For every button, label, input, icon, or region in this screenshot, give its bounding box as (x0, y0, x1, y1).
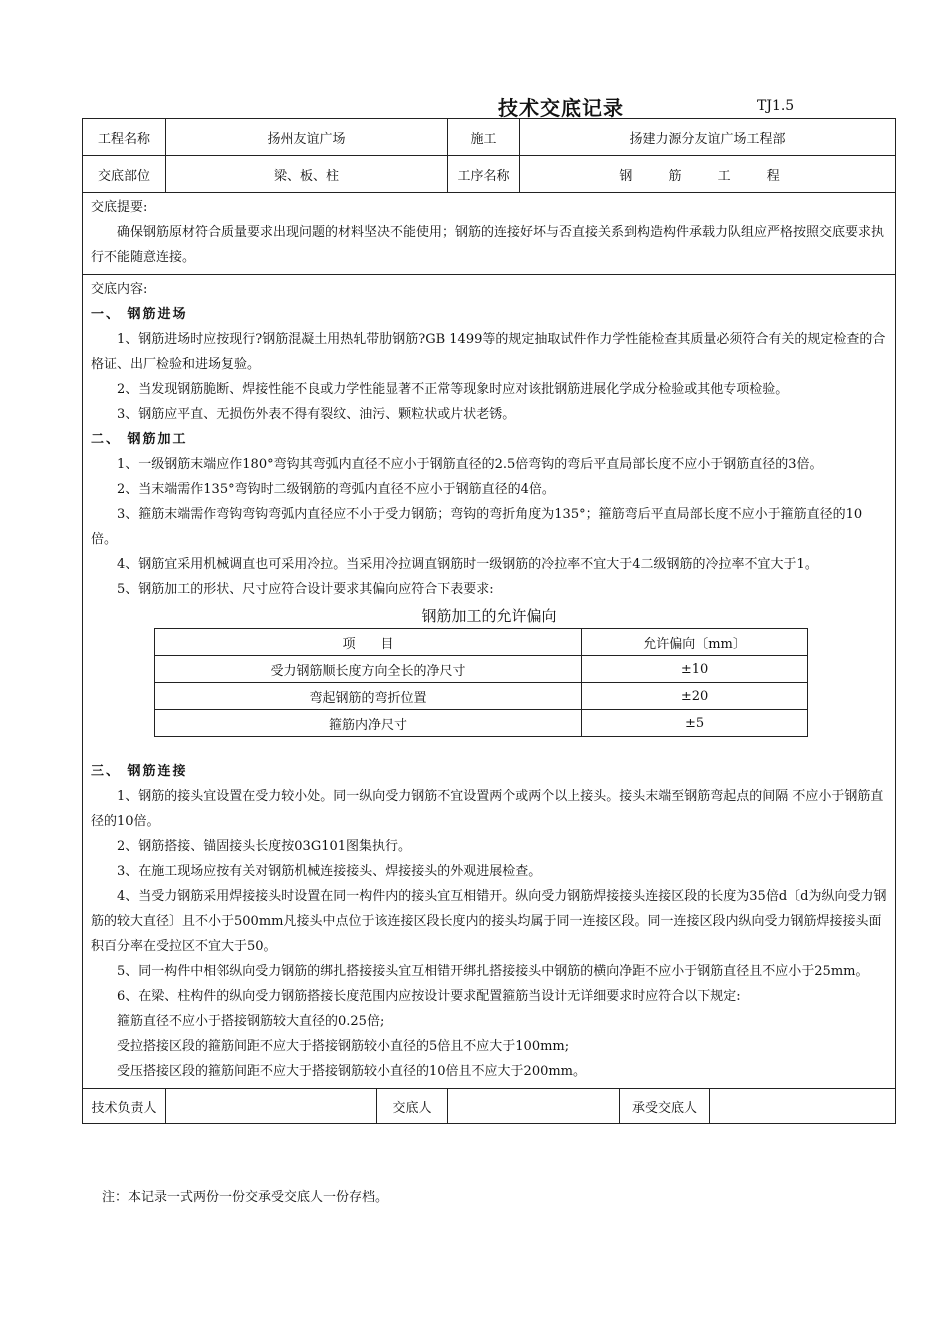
sub-item: 箍筋直径不应小于搭接钢筋较大直径的0.25倍; (117, 1014, 385, 1029)
list-item: 2、钢筋搭接、锚固接头长度按03G101图集执行。 (117, 839, 412, 854)
list-item: 5、钢筋加工的形状、尺寸应符合设计要求其偏向应符合下表要求: (117, 582, 494, 597)
list-item: 1、钢筋的接头宜设置在受力较小处。同一纵向受力钢筋不宜设置两个或两个以上接头。接头末端至钢筋弯起点的间隔 不应小于钢筋直径的10倍。 (91, 789, 884, 829)
table-cell: ±5 (582, 710, 808, 737)
list-item: 2、当发现钢筋脆断、焊接性能不良或力学性能显著不正常等现象时应对该批钢筋进展化学成分检验或其他专项检验。 (117, 382, 789, 397)
list-item: 3、钢筋应平直、无损伤外表不得有裂纹、油污、颗粒状或片状老锈。 (117, 407, 516, 422)
sub-item: 受压搭接区段的箍筋间距不应大于搭接钢筋较小直径的10倍且不应大于200mm。 (117, 1064, 587, 1079)
discloser-field[interactable] (448, 1089, 620, 1124)
content-section (83, 275, 896, 1089)
list-item: 1、钢筋进场时应按现行?钢筋混凝土用热轧带肋钢筋?GB 1499等的规定抽取试件作力学性能检查其质量必须符合有关的规定检查的合格证、出厂检验和进场复验。 (91, 332, 886, 372)
footer-note: 注：本记录一式两份一份交承受交底人一份存档。 (102, 1190, 389, 1205)
project-name-value: 扬州友谊广场 (166, 119, 448, 156)
table-header-deviation: 允许偏向〔mm〕 (582, 629, 808, 656)
tolerance-table (154, 628, 808, 737)
list-item: 4、钢筋宜采用机械调直也可采用冷拉。当采用冷拉调直钢筋时一级钢筋的冷拉率不宜大于4二级钢筋的冷拉率不宜大于1。 (117, 557, 818, 572)
section-heading-processing: 二、 钢筋加工 (91, 432, 188, 447)
table-cell: ±20 (582, 683, 808, 710)
tolerance-table-title: 钢筋加工的允许偏向 (421, 607, 557, 625)
table-cell: 弯起钢筋的弯折位置 (155, 683, 582, 710)
tech-lead-label: 技术负责人 (83, 1089, 166, 1124)
list-item: 6、在梁、柱构件的纵向受力钢筋搭接长度范围内应按设计要求配置箍筋当设计无详细要求时应符合以下规定: (117, 989, 741, 1004)
table-row (155, 683, 808, 710)
list-item: 2、当末端需作135°弯钩时二级钢筋的弯弧内直径不应小于钢筋直径的4倍。 (117, 482, 555, 497)
list-item: 5、同一构件中相邻纵向受力钢筋的绑扎搭接接头宜互相错开绑扎搭接接头中钢筋的横向净距不应小于钢筋直径且不应小于25mm。 (117, 964, 869, 979)
page-title: 技术交底记录 (498, 96, 624, 120)
list-item: 3、箍筋末端需作弯钩弯钩弯弧内直径应不小于受力钢筋；弯钩的弯折角度为135°；箍筋弯后平直局部长度不应小于箍筋直径的10倍。 (91, 507, 863, 547)
construction-value: 扬建力源分友谊广场工程部 (520, 119, 896, 156)
discloser-label: 交底人 (377, 1089, 448, 1124)
table-cell: ±10 (582, 656, 808, 683)
list-item: 1、一级钢筋末端应作180°弯钩其弯弧内直径不应小于钢筋直径的2.5倍弯钩的弯后平直局部长度不应小于钢筋直径的3倍。 (117, 457, 823, 472)
table-cell: 箍筋内净尺寸 (155, 710, 582, 737)
table-row (155, 710, 808, 737)
sub-item: 受拉搭接区段的箍筋间距不应大于搭接钢筋较小直径的5倍且不应大于100mm; (117, 1039, 570, 1054)
list-item: 4、当受力钢筋采用焊接接头时设置在同一构件内的接头宜互相错开。纵向受力钢筋焊接接头连接区段的长度为35倍d〔d为纵向受力钢筋的较大直径〕且不小于500mm凡接头中点位于该连接区段长度内的接头均属于同一连接区段。同一连接区段内纵向受力钢筋焊接接头面积百分率在受拉区不宜大于50。 (91, 889, 887, 954)
process-name-value: 钢 筋 工 程 (520, 156, 896, 193)
summary-text: 确保钢筋原材符合质量要求出现问题的材料坚决不能使用；钢筋的连接好坏与否直接关系到构造构件承载力队组应严格按照交底要求执行不能随意连接。 (91, 225, 885, 265)
table-header-item: 项 目 (155, 629, 582, 656)
construction-label: 施工 (448, 119, 520, 156)
disclosure-part-label: 交底部位 (83, 156, 166, 193)
form-code: TJ1.5 (757, 98, 795, 114)
section-heading-connection: 三、 钢筋连接 (91, 764, 188, 779)
tech-lead-field[interactable] (166, 1089, 377, 1124)
record-table (82, 118, 896, 1124)
table-row (155, 656, 808, 683)
content-label: 交底内容: (91, 282, 148, 297)
list-item: 3、在施工现场应按有关对钢筋机械连接接头、焊接接头的外观进展检查。 (117, 864, 542, 879)
project-name-label: 工程名称 (83, 119, 166, 156)
process-name-label: 工序名称 (448, 156, 520, 193)
table-cell: 受力钢筋顺长度方向全长的净尺寸 (155, 656, 582, 683)
receiver-label: 承受交底人 (620, 1089, 710, 1124)
summary-section (83, 193, 896, 275)
disclosure-part-value: 梁、板、柱 (166, 156, 448, 193)
receiver-field[interactable] (710, 1089, 896, 1124)
section-heading-receiving: 一、 钢筋进场 (91, 307, 188, 322)
summary-label: 交底提要: (91, 200, 148, 215)
